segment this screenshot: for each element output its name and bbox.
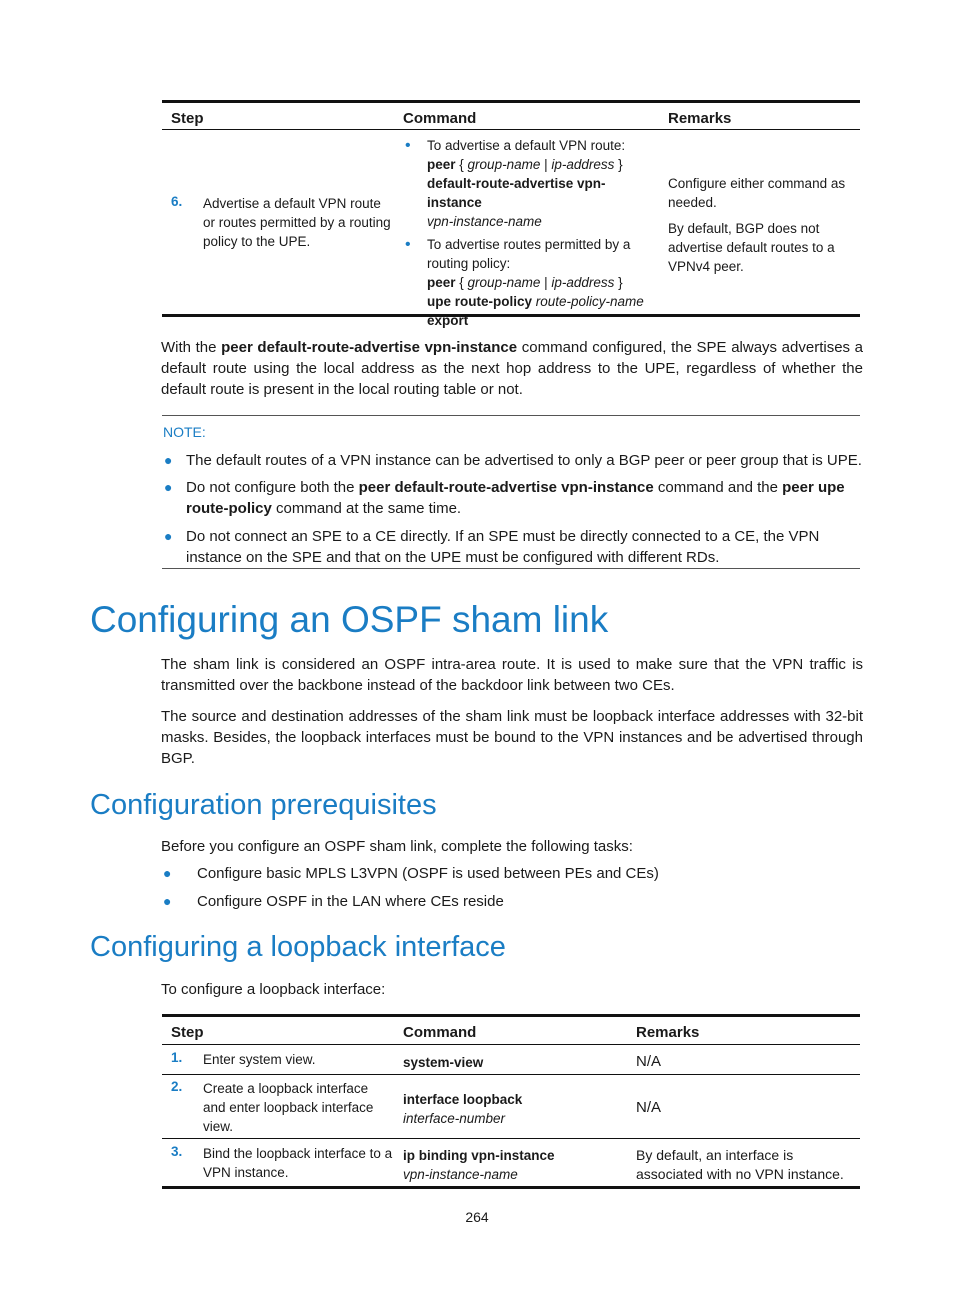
note-item: Do not connect an SPE to a CE directly. If an SPE must be directly connected to a CE, the VPN instance on the SPE and that on the UPE must be configured with different RDs. bbox=[186, 528, 820, 566]
command-cell bbox=[427, 136, 657, 330]
command-text: system-view bbox=[403, 1055, 484, 1070]
header-remarks: Remarks bbox=[636, 1024, 700, 1041]
remarks-text: N/A bbox=[636, 1053, 662, 1070]
step-text: Advertise a default VPN route or routes permitted by a routing policy to the UPE. bbox=[203, 196, 391, 249]
command-option-2: • To advertise routes permitted by a routing policy: peer { group-name | ip-address } upe route-policy route-policy-name export bbox=[427, 235, 657, 330]
command-option-1: • To advertise a default VPN route: peer { group-name | ip-address } default-route-advertise vpn-instance vpn-instance-name bbox=[427, 136, 657, 231]
bullet-icon: ● bbox=[164, 479, 173, 495]
note-top-rule bbox=[162, 415, 860, 416]
step-number: 6. bbox=[171, 194, 183, 209]
row-rule bbox=[162, 1138, 860, 1139]
step-text: Enter system view. bbox=[203, 1052, 316, 1067]
prerequisites-intro: Before you configure an OSPF sham link, complete the following tasks: bbox=[161, 838, 633, 855]
header-command: Command bbox=[403, 110, 477, 127]
table-bottom-rule bbox=[162, 314, 860, 317]
page-number: 264 bbox=[465, 1209, 489, 1225]
bullet-icon: ● bbox=[164, 528, 173, 544]
table-top-rule bbox=[162, 100, 860, 103]
header-rule bbox=[162, 1044, 860, 1045]
prerequisite-item: Configure OSPF in the LAN where CEs reside bbox=[197, 893, 504, 910]
loopback-title: Configuring a loopback interface bbox=[90, 931, 506, 963]
command-text: interface loopback interface-number bbox=[403, 1092, 523, 1126]
header-step: Step bbox=[171, 1024, 204, 1041]
step-number: 2. bbox=[171, 1079, 183, 1094]
section-paragraph-1: The sham link is considered an OSPF intra-area route. It is used to make sure that the VPN traffic is transmitted over the backbone instead of the backdoor link between two CEs. bbox=[161, 656, 863, 694]
section-paragraph-2: The source and destination addresses of the sham link must be loopback interface addresses with 32-bit masks. Besides, the loopback interfaces must be bound to the VPN instances and be advertised through BGP. bbox=[161, 708, 863, 767]
remarks-text: By default, an interface is associated with no VPN instance. bbox=[636, 1147, 844, 1182]
bullet-icon: ● bbox=[163, 865, 172, 881]
table-top-rule bbox=[162, 1014, 860, 1017]
remarks-cell: Configure either command as needed. By default, BGP does not advertise default routes to a VPNv4 peer. bbox=[668, 176, 846, 274]
remarks-text: N/A bbox=[636, 1099, 662, 1116]
header-step: Step bbox=[171, 110, 204, 127]
row-rule bbox=[162, 1074, 860, 1075]
step-text: Create a loopback interface and enter loopback interface view. bbox=[203, 1081, 374, 1134]
paragraph-default-route: With the peer default-route-advertise vpn-instance command configured, the SPE always advertises a default route using the local address as the next hop address to the UPE, regardless of whether the default route is present in the local routing table or not. bbox=[161, 339, 864, 398]
bullet-icon: ● bbox=[164, 452, 173, 468]
prerequisites-title: Configuration prerequisites bbox=[90, 789, 437, 821]
step-number: 1. bbox=[171, 1050, 183, 1065]
loopback-intro: To configure a loopback interface: bbox=[161, 981, 386, 998]
note-label: NOTE: bbox=[163, 424, 206, 440]
note-item: The default routes of a VPN instance can be advertised to only a BGP peer or peer group that is UPE. bbox=[186, 452, 862, 469]
table-bottom-rule bbox=[162, 1186, 860, 1189]
step-number: 3. bbox=[171, 1144, 183, 1159]
table-loopback bbox=[162, 1014, 860, 1190]
header-rule bbox=[162, 129, 860, 130]
table-advertise-default-route bbox=[162, 100, 860, 328]
header-command: Command bbox=[403, 1024, 477, 1041]
bullet-icon: ● bbox=[163, 893, 172, 909]
section-title: Configuring an OSPF sham link bbox=[90, 599, 609, 640]
note-item: Do not configure both the peer default-route-advertise vpn-instance command and the peer upe route-policy command at the same time. bbox=[186, 479, 845, 517]
command-text: ip binding vpn-instance vpn-instance-name bbox=[403, 1148, 555, 1182]
note-bottom-rule bbox=[162, 568, 860, 569]
step-text: Bind the loopback interface to a VPN instance. bbox=[203, 1146, 393, 1180]
prerequisite-item: Configure basic MPLS L3VPN (OSPF is used between PEs and CEs) bbox=[197, 865, 659, 882]
header-remarks: Remarks bbox=[668, 110, 732, 127]
